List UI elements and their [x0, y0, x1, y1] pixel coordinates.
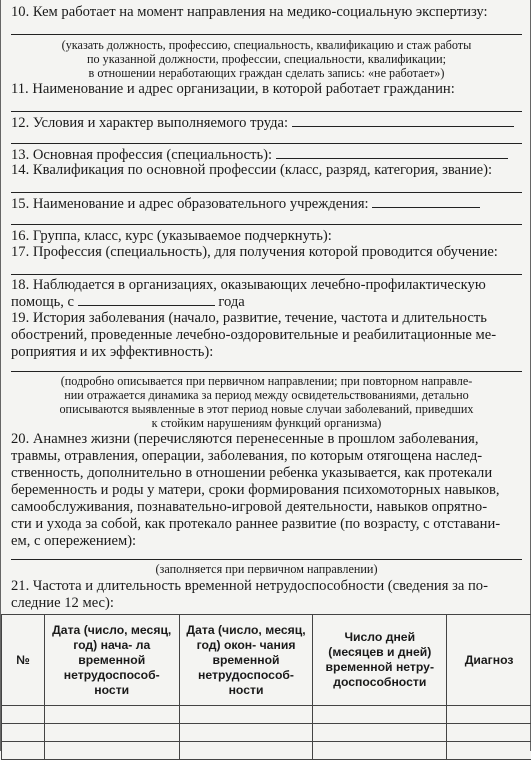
item-15-row — [11, 195, 522, 213]
item-12-answer-line[interactable] — [292, 114, 514, 127]
table-cell[interactable] — [313, 724, 447, 742]
table-cell[interactable] — [447, 724, 531, 742]
item-13-answer-line[interactable] — [276, 146, 508, 159]
item-11-answer-line[interactable] — [11, 111, 522, 112]
item-20-answer-line[interactable] — [11, 559, 522, 560]
table-cell[interactable] — [2, 706, 45, 724]
table-header-row — [2, 615, 531, 706]
table-row — [2, 706, 531, 724]
table-cell[interactable] — [2, 724, 45, 742]
table-cell[interactable] — [44, 724, 179, 742]
table-row — [2, 724, 531, 742]
item-19-hint-3: описываются выявленные в этот период новые случаи заболеваний, приведших — [11, 402, 522, 416]
item-12-answer-line-2[interactable] — [11, 143, 522, 144]
item-21-label-2: следние 12 мес): — [11, 595, 522, 612]
item-19-label-3: роприятия и их эффективность): — [11, 344, 522, 361]
item-10-hint-1: (указать должность, профессию, специальность, квалификацию и стаж работы — [11, 38, 522, 52]
item-10-label: 10. Кем работает на момент направления на медико-социальную экспертизу: — [11, 4, 522, 21]
item-20-label-1: 20. Анамнез жизни (перечисляются перенесенные в прошлом заболевания, — [11, 431, 522, 448]
item-20-label-7: ем, с опережением): — [11, 533, 522, 550]
item-20-label-3: ственность, дополнительно в отношении ребенка указывается, как протекали — [11, 465, 522, 482]
item-20-label-5: самообслуживания, познавательно-игровой деятельности, навыков опрятно- — [11, 499, 522, 516]
item-21-label-1: 21. Частота и длительность временной нетрудоспособности (сведения за по- — [11, 578, 522, 595]
item-20-label-4: беременность и роды у матери, сроки формирования психомоторных навыков, — [11, 482, 522, 499]
item-15-answer-line[interactable] — [372, 195, 480, 208]
item-20-label-6: сти и ухода за собой, как протекало раннее развитие (по возрасту, с отставани- — [11, 516, 522, 533]
table-header-end-date: Дата (число, месяц, год) окон- чания временной нетрудоспособ- ности — [179, 615, 313, 706]
item-13-label: 13. Основная профессия (специальность): — [11, 147, 272, 163]
item-20-hint: (заполняется при первичном направлении) — [11, 562, 522, 576]
table-header-days-count: Число дней (месяцев и дней) временной нетру- доспособности — [313, 615, 447, 706]
item-19-hint-1: (подробно описывается при первичном направлении; при повторном направле- — [11, 374, 522, 388]
table-cell[interactable] — [179, 706, 313, 724]
item-19-hint-4: к стойким нарушениям функций организма) — [11, 416, 522, 430]
item-18-year-label: года — [218, 294, 244, 310]
item-10-answer-line[interactable] — [11, 34, 522, 35]
item-15-answer-line-2[interactable] — [11, 224, 522, 225]
item-18-label-1: 18. Наблюдается в организациях, оказывающих лечебно-профилактическую — [11, 277, 522, 294]
item-11-label: 11. Наименование и адрес организации, в которой работает гражданин: — [11, 81, 522, 98]
table-header-start-date: Дата (число, месяц, год) нача- ла временной нетрудоспособ- ности — [44, 615, 179, 706]
item-18-row-2 — [11, 293, 522, 311]
item-14-answer-line[interactable] — [11, 192, 522, 193]
table-header-diagnosis: Диагноз — [447, 615, 531, 706]
table-cell[interactable] — [313, 706, 447, 724]
item-14-label: 14. Квалификация по основной профессии (класс, разряд, категория, звание): — [11, 162, 522, 179]
item-19-hint-2: нии отражается динамика за период между освидетельствованиями, детально — [11, 388, 522, 402]
item-20-label-2: травмы, отравления, операции, заболевания, по которым отягощена наслед- — [11, 448, 522, 465]
item-17-label: 17. Профессия (специальность), для получения которой проводится обучение: — [11, 244, 522, 261]
item-19-answer-line[interactable] — [11, 371, 522, 372]
item-18-date-line[interactable] — [78, 293, 215, 306]
item-19-label-2: обострений, проведенные лечебно-оздоровительные и реабилитационные ме- — [11, 327, 522, 344]
item-12-label: 12. Условия и характер выполняемого труда: — [11, 115, 288, 131]
table-cell[interactable] — [447, 706, 531, 724]
item-17-answer-line[interactable] — [11, 274, 522, 275]
item-10-hint-3: в отношении неработающих граждан сделать запись: «не работает») — [11, 66, 522, 80]
table-header-number: № — [2, 615, 45, 706]
item-16-label: 16. Группа, класс, курс (указываемое подчеркнуть): — [11, 228, 522, 245]
item-15-label: 15. Наименование и адрес образовательного учреждения: — [11, 196, 369, 212]
table-cell[interactable] — [44, 706, 179, 724]
item-19-label-1: 19. История заболевания (начало, развитие, течение, частота и длительность — [11, 310, 522, 327]
item-12-row — [11, 114, 522, 132]
item-10-hint-2: по указанной должности, профессии, специальности, квалификации; — [11, 52, 522, 66]
item-18-label-2: помощь, с — [11, 294, 74, 310]
table-cell[interactable] — [179, 724, 313, 742]
disability-table — [1, 614, 531, 760]
